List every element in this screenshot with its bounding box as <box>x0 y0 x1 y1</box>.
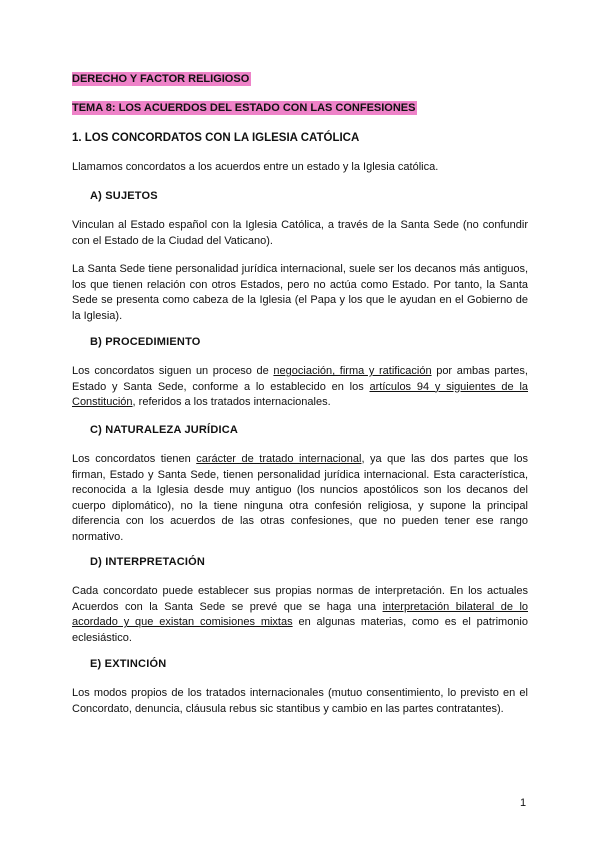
procedimiento-text-2: por ambas partes, Estado y Santa Sede, conforme a lo establecido en los <box>72 365 528 393</box>
procedimiento-underline-1: negociación, firma y ratificación <box>273 365 432 377</box>
subheading-procedimiento: B) PROCEDIMIENTO <box>90 336 201 348</box>
page-number: 1 <box>520 797 527 809</box>
naturaleza-paragraph <box>72 452 528 546</box>
section-title: 1. LOS CONCORDATOS CON LA IGLESIA CATÓLICA <box>72 132 360 144</box>
naturaleza-text-2: , ya que las dos partes que los firman, Estado y Santa Sede, tienen personalidad jurídica internacional. Esta característica, reconocida a la Iglesia desde muy antiguo (los nuncios apostólicos son los decanos del cuerpo diplomático), no la tiene ninguna otra confesión religiosa, y supone la principal diferencia con los acuerdos de las otras confesiones, que no pueden tener ese rango normativo. <box>72 453 528 543</box>
subheading-extincion: E) EXTINCIÓN <box>90 658 167 670</box>
topic-heading: TEMA 8: LOS ACUERDOS DEL ESTADO CON LAS CONFESIONES <box>72 102 416 114</box>
subject-heading: DERECHO Y FACTOR RELIGIOSO <box>72 73 250 85</box>
naturaleza-text-1: Los concordatos tienen <box>72 453 197 465</box>
intro-paragraph: Llamamos concordatos a los acuerdos entre un estado y la Iglesia católica. <box>72 161 439 173</box>
interpretacion-paragraph <box>72 584 528 646</box>
sujetos-paragraph-2: La Santa Sede tiene personalidad jurídica internacional, suele ser los decanos más antiguos, los que tienen relación con otros Estados, pero no actúa como Estado. Por tanto, la Santa Sede se presenta como cabeza de la Iglesia (el Papa y los que le ayudan en el Gobierno de la Iglesia). <box>72 263 528 322</box>
extincion-paragraph: Los modos propios de los tratados internacionales (mutuo consentimiento, lo previsto en el Concordato, denuncia, cláusula rebus sic stantibus y cambio en las partes contratantes). <box>72 687 528 715</box>
procedimiento-underline-2: artículos 94 y siguientes de la Constitución <box>72 380 529 409</box>
procedimiento-paragraph <box>72 364 528 411</box>
procedimiento-text-1: Los concordatos siguen un proceso de <box>72 365 274 377</box>
subheading-interpretacion: D) INTERPRETACIÓN <box>90 556 206 568</box>
subheading-sujetos: A) SUJETOS <box>90 190 158 202</box>
interpretacion-text-1: Cada concordato puede establecer sus propias normas de interpretación. En los actuales Acuerdos con la Santa Sede se prevé que se haga una <box>72 585 528 613</box>
procedimiento-text-3: , referidos a los tratados internacionales. <box>132 396 331 409</box>
naturaleza-underline-1: carácter de tratado internacional <box>196 453 362 465</box>
sujetos-paragraph-1: Vinculan al Estado español con la Iglesia Católica, a través de la Santa Sede (no confundir con el Estado de la Ciudad del Vaticano). <box>72 219 528 247</box>
interpretacion-text-2: en algunas materias, como es el patrimonio eclesiástico. <box>72 616 528 644</box>
interpretacion-underline-1: interpretación bilateral de lo acordado y que existan comisiones mixtas <box>72 600 529 629</box>
subheading-naturaleza: C) NATURALEZA JURÍDICA <box>90 424 239 436</box>
